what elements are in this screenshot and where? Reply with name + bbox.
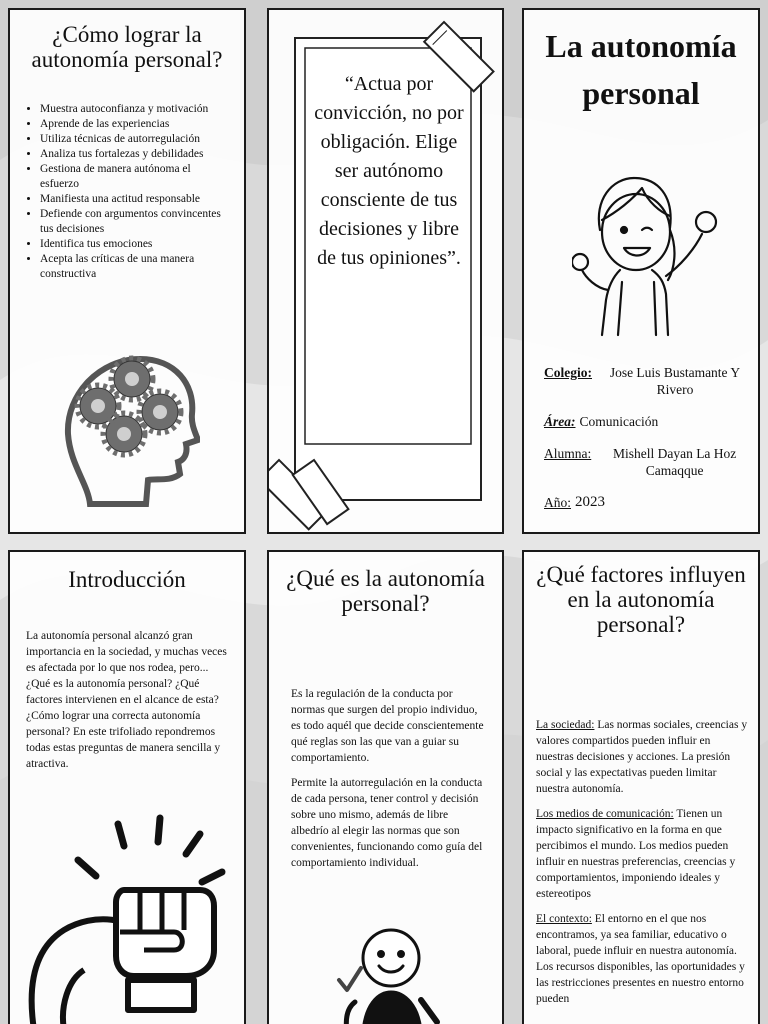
person-thumbs-up-illustration <box>325 922 455 1024</box>
school-row <box>544 364 754 398</box>
definition-paragraph-1: Es la regulación de la conducta por normas que surgen del propio individuo, es todo aquél que decide conscientemente qué reglas son las que van a guiar su comportamiento. <box>291 688 484 764</box>
student-label: Alumna: <box>544 446 592 461</box>
cover-title: La autonomía personal <box>545 28 737 111</box>
definition-paragraph-2: Permite la autorregulación en la conducta de cada persona, tener control y decisión sobre uno mismo, además de libre albedrío al elegir las normas que son convenientes, funcionando como guía del comportamiento individual. <box>291 777 483 869</box>
panel1-heading: ¿Cómo lograr la autonomía personal? <box>31 22 223 72</box>
definition-heading: ¿Qué es la autonomía personal? <box>286 566 485 616</box>
list-item: • Gestiona de manera autónoma el esfuerzo <box>40 162 230 192</box>
factor-description: Tienen un impacto significativo en la forma en que percibimos el mundo. Los medios pueden influir en nuestras preferencias, creencias y comportamientos, imponiendo ideales y estereotipos <box>536 808 736 900</box>
school-value: Jose Luis Bustamante Y Rivero <box>609 365 741 397</box>
list-item: • Defiende con argumentos convincentes tus decisiones <box>40 207 230 237</box>
list-item: • Muestra autoconfianza y motivación <box>40 102 230 117</box>
factor-label: El contexto: <box>536 913 592 925</box>
factors-heading: ¿Qué factores influyen en la autonomía personal? <box>536 562 746 637</box>
area-row <box>544 413 754 430</box>
list-item: • Manifiesta una actitud responsable <box>40 192 230 207</box>
list-item: • Analiza tus fortalezas y debilidades <box>40 147 230 162</box>
factor-media <box>536 806 748 902</box>
panel-definition <box>267 550 504 1024</box>
year-row <box>544 494 754 511</box>
factor-description: El entorno en el que nos encontramos, ya sea familiar, educativo o laboral, puede influir en nuestra autonomía. Los recursos disponibles, las oportunidades y las restricciones presentes en nuestro entorno pueden <box>536 913 745 1005</box>
factor-label: La sociedad: <box>536 719 595 731</box>
year-label: Año: <box>544 495 571 510</box>
list-item: • Acepta las críticas de una manera constructiva <box>40 252 230 282</box>
quote-text: “Actua por convicción, no por obligación. Elige ser autónomo consciente de tus decisiones y libre de tus opiniones”. <box>314 73 464 269</box>
list-item: • Utiliza técnicas de autorregulación <box>40 132 230 147</box>
factor-context <box>536 911 748 1007</box>
year-value: 2023 <box>575 494 605 510</box>
intro-text: La autonomía personal alcanzó gran importancia en la sociedad, y muchas veces es afectada por lo que nos rodea, pero... ¿Qué es la autonomía personal? ¿Qué factores intervienen en el alcance de esta? ¿Cómo lograr una correcta autonomía personal? En este trifoliado repondremos todas estas preguntas de manera sencilla y atractiva. <box>26 630 227 770</box>
area-value: Comunicación <box>579 414 659 429</box>
factor-description: Las normas sociales, creencias y valores compartidos pueden influir en nuestras decisiones y acciones. La presión social y las expectativas pueden limitar nuestra autonomía. <box>536 719 748 795</box>
student-row <box>544 445 754 479</box>
tips-list <box>40 102 230 282</box>
head-gears-illustration <box>60 344 200 509</box>
factor-society <box>536 717 748 797</box>
definition-text <box>291 686 486 871</box>
student-value: Mishell Dayan La Hoz Camaqque <box>612 446 737 478</box>
list-item: • Identifica tus emociones <box>40 237 230 252</box>
list-item: • Aprende de las experiencias <box>40 117 230 132</box>
area-label: Área: <box>544 414 576 429</box>
intro-heading: Introducción <box>68 567 186 592</box>
panel-introduction <box>8 550 246 1024</box>
panel-how-to-achieve <box>8 8 246 534</box>
school-label: Colegio: <box>544 365 592 380</box>
factor-label: Los medios de comunicación: <box>536 808 674 820</box>
raised-fist-head-illustration <box>24 810 234 1024</box>
panel-factors <box>522 550 760 1024</box>
panel-quote <box>267 8 504 534</box>
cover-info <box>544 364 754 526</box>
girl-cheering-illustration <box>572 170 722 340</box>
panel-cover <box>522 8 760 534</box>
factors-text <box>536 717 748 1007</box>
